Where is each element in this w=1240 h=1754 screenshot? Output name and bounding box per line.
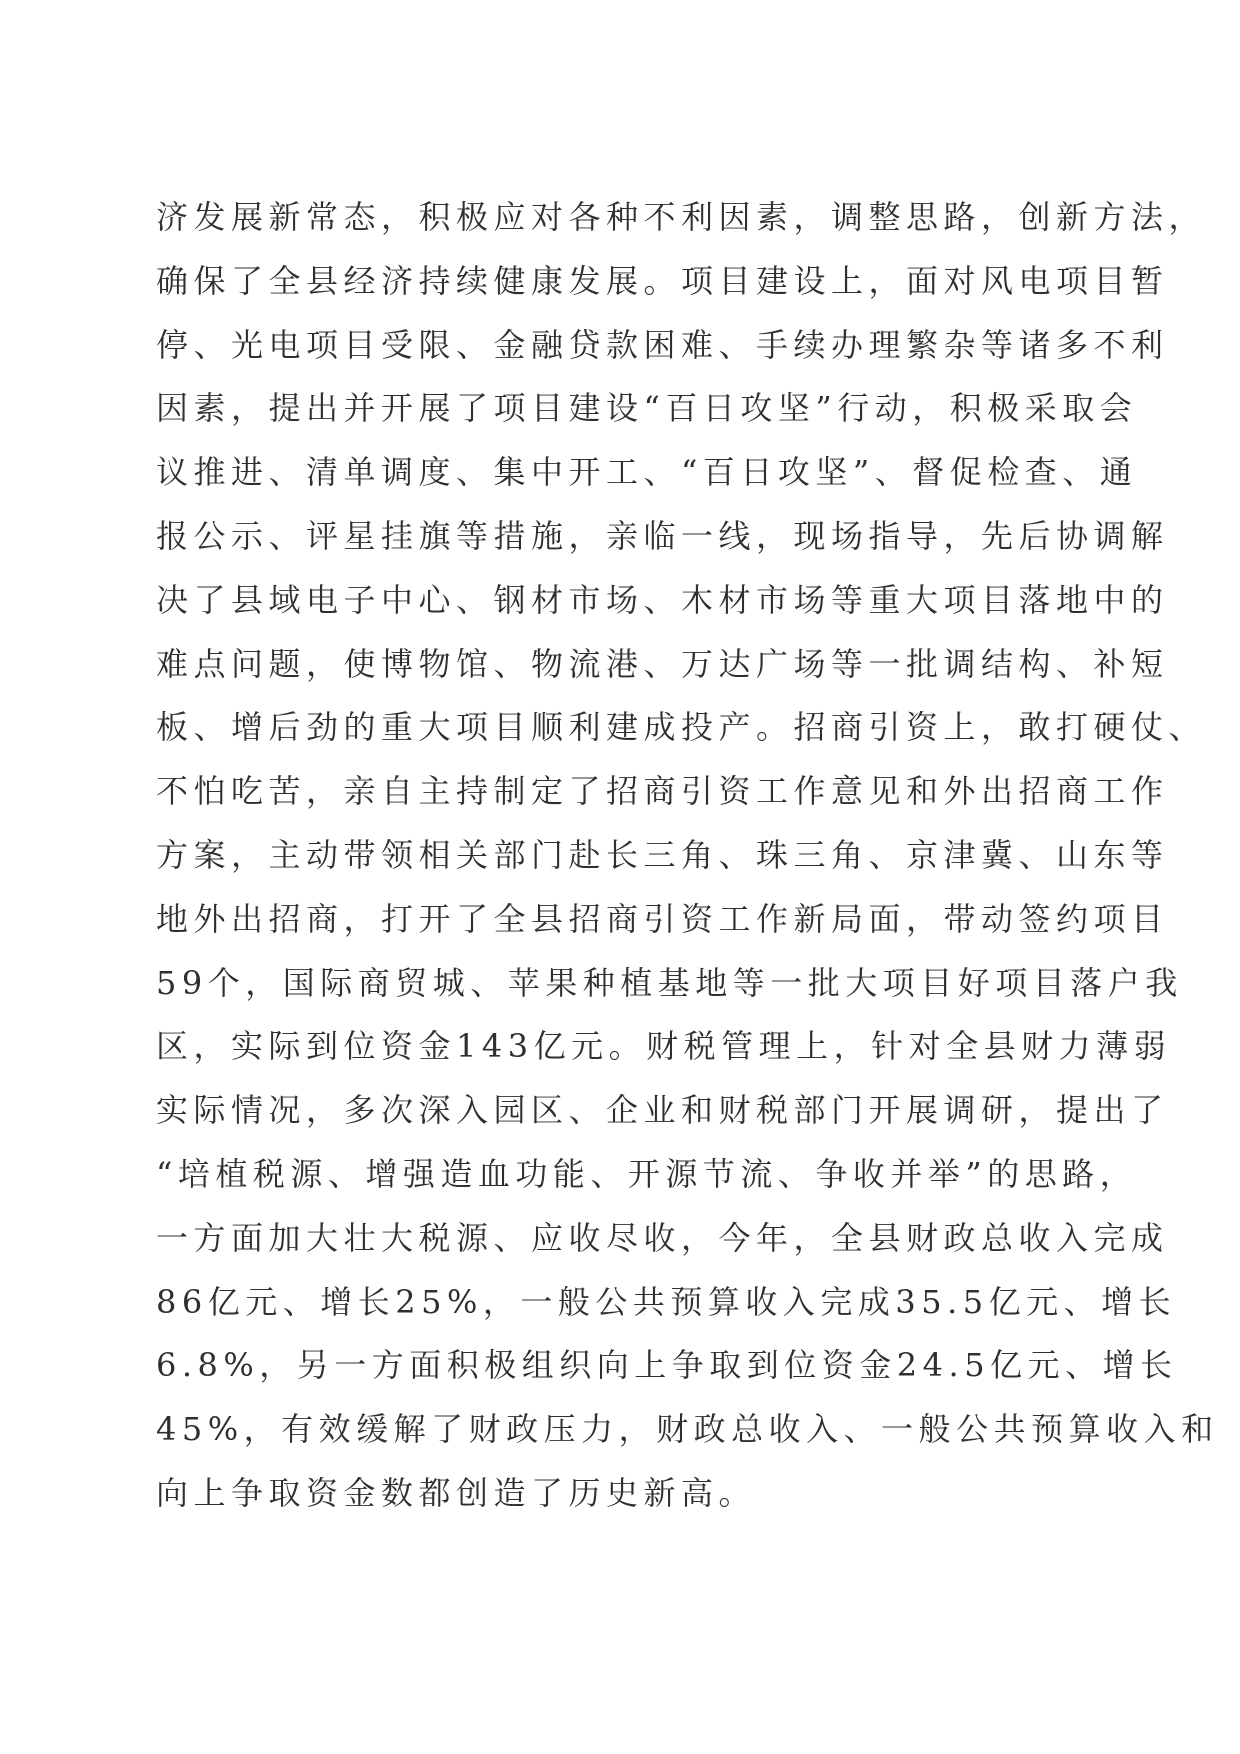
text-line: 地外出招商，打开了全县招商引资工作新局面，带动签约项目 <box>156 899 1169 938</box>
text-line: 因素，提出并开展了项目建设“百日攻坚”行动，积极采取会 <box>156 389 1138 428</box>
text-line: 济发展新常态，积极应对各种不利因素，调整思路，创新方法， <box>156 198 1207 236</box>
text-line: 停、光电项目受限、金融贷款困难、手续办理繁杂等诸多不利 <box>156 325 1169 364</box>
text-line: 方案，主动带领相关部门赴长三角、珠三角、京津冀、山东等 <box>156 835 1169 874</box>
text-line: 报公示、评星挂旗等措施，亲临一线，现场指导，先后协调解 <box>156 516 1169 555</box>
text-line: “培植税源、增强造血功能、开源节流、争收并举”的思路， <box>156 1154 1138 1193</box>
text-line: 议推进、清单调度、集中开工、“百日攻坚”、督促检查、通 <box>156 453 1138 492</box>
text-line: 确保了全县经济持续健康发展。项目建设上，面对风电项目暂 <box>156 261 1169 300</box>
text-line: 59个，国际商贸城、苹果种植基地等一批大项目好项目落户我 <box>156 963 1183 1002</box>
text-line: 区，实际到位资金143亿元。财税管理上，针对全县财力薄弱 <box>156 1027 1172 1066</box>
text-line: 实际情况，多次深入园区、企业和财税部门开展调研，提出了 <box>156 1091 1169 1130</box>
text-line: 难点问题，使博物馆、物流港、万达广场等一批调结构、补短 <box>156 644 1169 683</box>
body-paragraph <box>156 186 1219 1526</box>
text-line: 决了县域电子中心、钢材市场、木材市场等重大项目落地中的 <box>156 580 1169 619</box>
text-line: 向上争取资金数都创造了历史新高。 <box>156 1473 757 1512</box>
text-line: 板、增后劲的重大项目顺利建成投产。招商引资上，敢打硬仗、 <box>156 708 1207 747</box>
text-line: 一方面加大壮大税源、应收尽收，今年，全县财政总收入完成 <box>156 1218 1169 1257</box>
text-line: 不怕吃苦，亲自主持制定了招商引资工作意见和外出招商工作 <box>156 772 1169 811</box>
text-line: 45%，有效缓解了财政压力，财政总收入、一般公共预算收入和 <box>156 1410 1219 1449</box>
text-line: 86亿元、增长25%，一般公共预算收入完成35.5亿元、增长 <box>156 1282 1177 1321</box>
text-line: 6.8%，另一方面积极组织向上争取到位资金24.5亿元、增长 <box>156 1346 1178 1385</box>
